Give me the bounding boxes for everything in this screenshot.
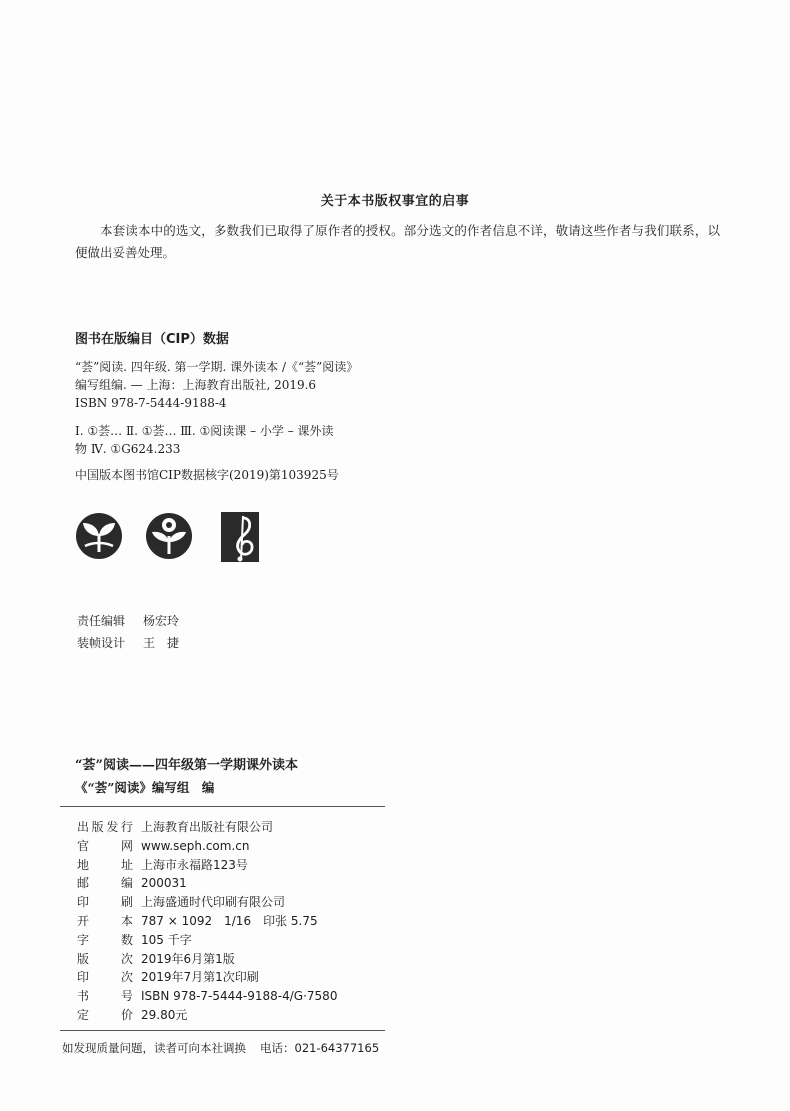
info-key: 版 次 — [77, 951, 133, 966]
info-key: 官 网 — [77, 838, 133, 853]
cip-record: 中国版本图书馆CIP数据核字(2019)第103925号 — [75, 468, 339, 482]
info-row — [77, 893, 337, 912]
info-value: 上海市永福路123号 — [141, 857, 248, 872]
info-row — [77, 874, 337, 893]
cip-title: 图书在版编目（CIP）数据 — [75, 332, 229, 347]
divider-bottom — [60, 1030, 385, 1031]
info-row — [77, 856, 337, 875]
divider-top — [60, 806, 385, 807]
designer-name: 王 捷 — [143, 636, 180, 650]
designer-row — [77, 632, 179, 654]
cip-classification — [75, 422, 334, 458]
cip-line: 编写组编. — 上海：上海教育出版社, 2019.6 — [75, 378, 317, 392]
responsible-editor-name: 杨宏玲 — [143, 614, 180, 628]
info-value: 105 千字 — [141, 932, 192, 947]
book-title: “荟”阅读——四年级第一学期课外读本 — [75, 758, 298, 773]
info-key: 字 数 — [77, 932, 133, 947]
designer-label: 装帧设计 — [77, 636, 126, 650]
info-value: 200031 — [141, 876, 187, 891]
info-value: ISBN 978-7-5444-9188-4/G·7580 — [141, 989, 338, 1004]
info-value: 2019年7月第1次印刷 — [141, 970, 259, 985]
responsible-editor-row — [77, 610, 179, 632]
publication-info — [77, 818, 337, 1025]
info-key: 书 号 — [77, 989, 133, 1004]
editors-block — [77, 610, 179, 654]
info-value: 29.80元 — [141, 1007, 188, 1022]
info-row — [77, 931, 337, 950]
info-value: 上海盛通时代印刷有限公司 — [141, 895, 286, 910]
info-key: 印 次 — [77, 970, 133, 985]
info-key: 出版发行 — [77, 820, 133, 834]
responsible-editor-label: 责任编辑 — [77, 614, 126, 628]
info-row — [77, 1006, 337, 1025]
cip-line: ISBN 978-7-5444-9188-4 — [75, 396, 227, 410]
cip-class-line: 物 Ⅳ. ①G624.233 — [75, 442, 181, 456]
info-row — [77, 950, 337, 969]
info-row — [77, 837, 337, 856]
publisher-sprout-circle-logo-icon — [145, 512, 193, 560]
info-row — [77, 968, 337, 987]
info-value: 上海教育出版社有限公司 — [141, 820, 274, 834]
info-row — [77, 818, 337, 837]
info-row — [77, 987, 337, 1006]
info-value: www.seph.com.cn — [141, 838, 250, 853]
cip-line: “荟”阅读. 四年级. 第一学期. 课外读本 /《“荟”阅读》 — [75, 360, 359, 374]
phone-number: 电话：021-64377165 — [260, 1041, 380, 1055]
quality-note: 如发现质量问题，读者可向本社调换 — [62, 1041, 246, 1055]
cip-class-line: Ⅰ. ①荟… Ⅱ. ①荟… Ⅲ. ①阅读课 – 小学 – 课外读 — [75, 424, 334, 438]
cip-bibliographic — [75, 358, 358, 412]
info-value: 787 × 1092 1/16 印张 5.75 — [141, 913, 318, 928]
music-clef-logo-icon — [221, 512, 259, 562]
book-editor: 《“荟”阅读》编写组 编 — [75, 780, 215, 795]
info-key: 邮 编 — [77, 876, 133, 891]
info-key: 开 本 — [77, 913, 133, 928]
notice-body: 本套读本中的选文，多数我们已取得了原作者的授权。部分选文的作者信息不详，敬请这些作者与我们联系，以便做出妥善处理。 — [75, 223, 720, 260]
info-key: 印 刷 — [77, 895, 133, 910]
info-value: 2019年6月第1版 — [141, 951, 235, 966]
info-key: 地 址 — [77, 857, 133, 872]
info-row — [77, 912, 337, 931]
notice-title: 关于本书版权事宜的启事 — [320, 194, 470, 209]
info-key: 定 价 — [77, 1007, 133, 1022]
publisher-sprout-logo-icon — [75, 512, 123, 560]
footer-note — [62, 1040, 379, 1056]
